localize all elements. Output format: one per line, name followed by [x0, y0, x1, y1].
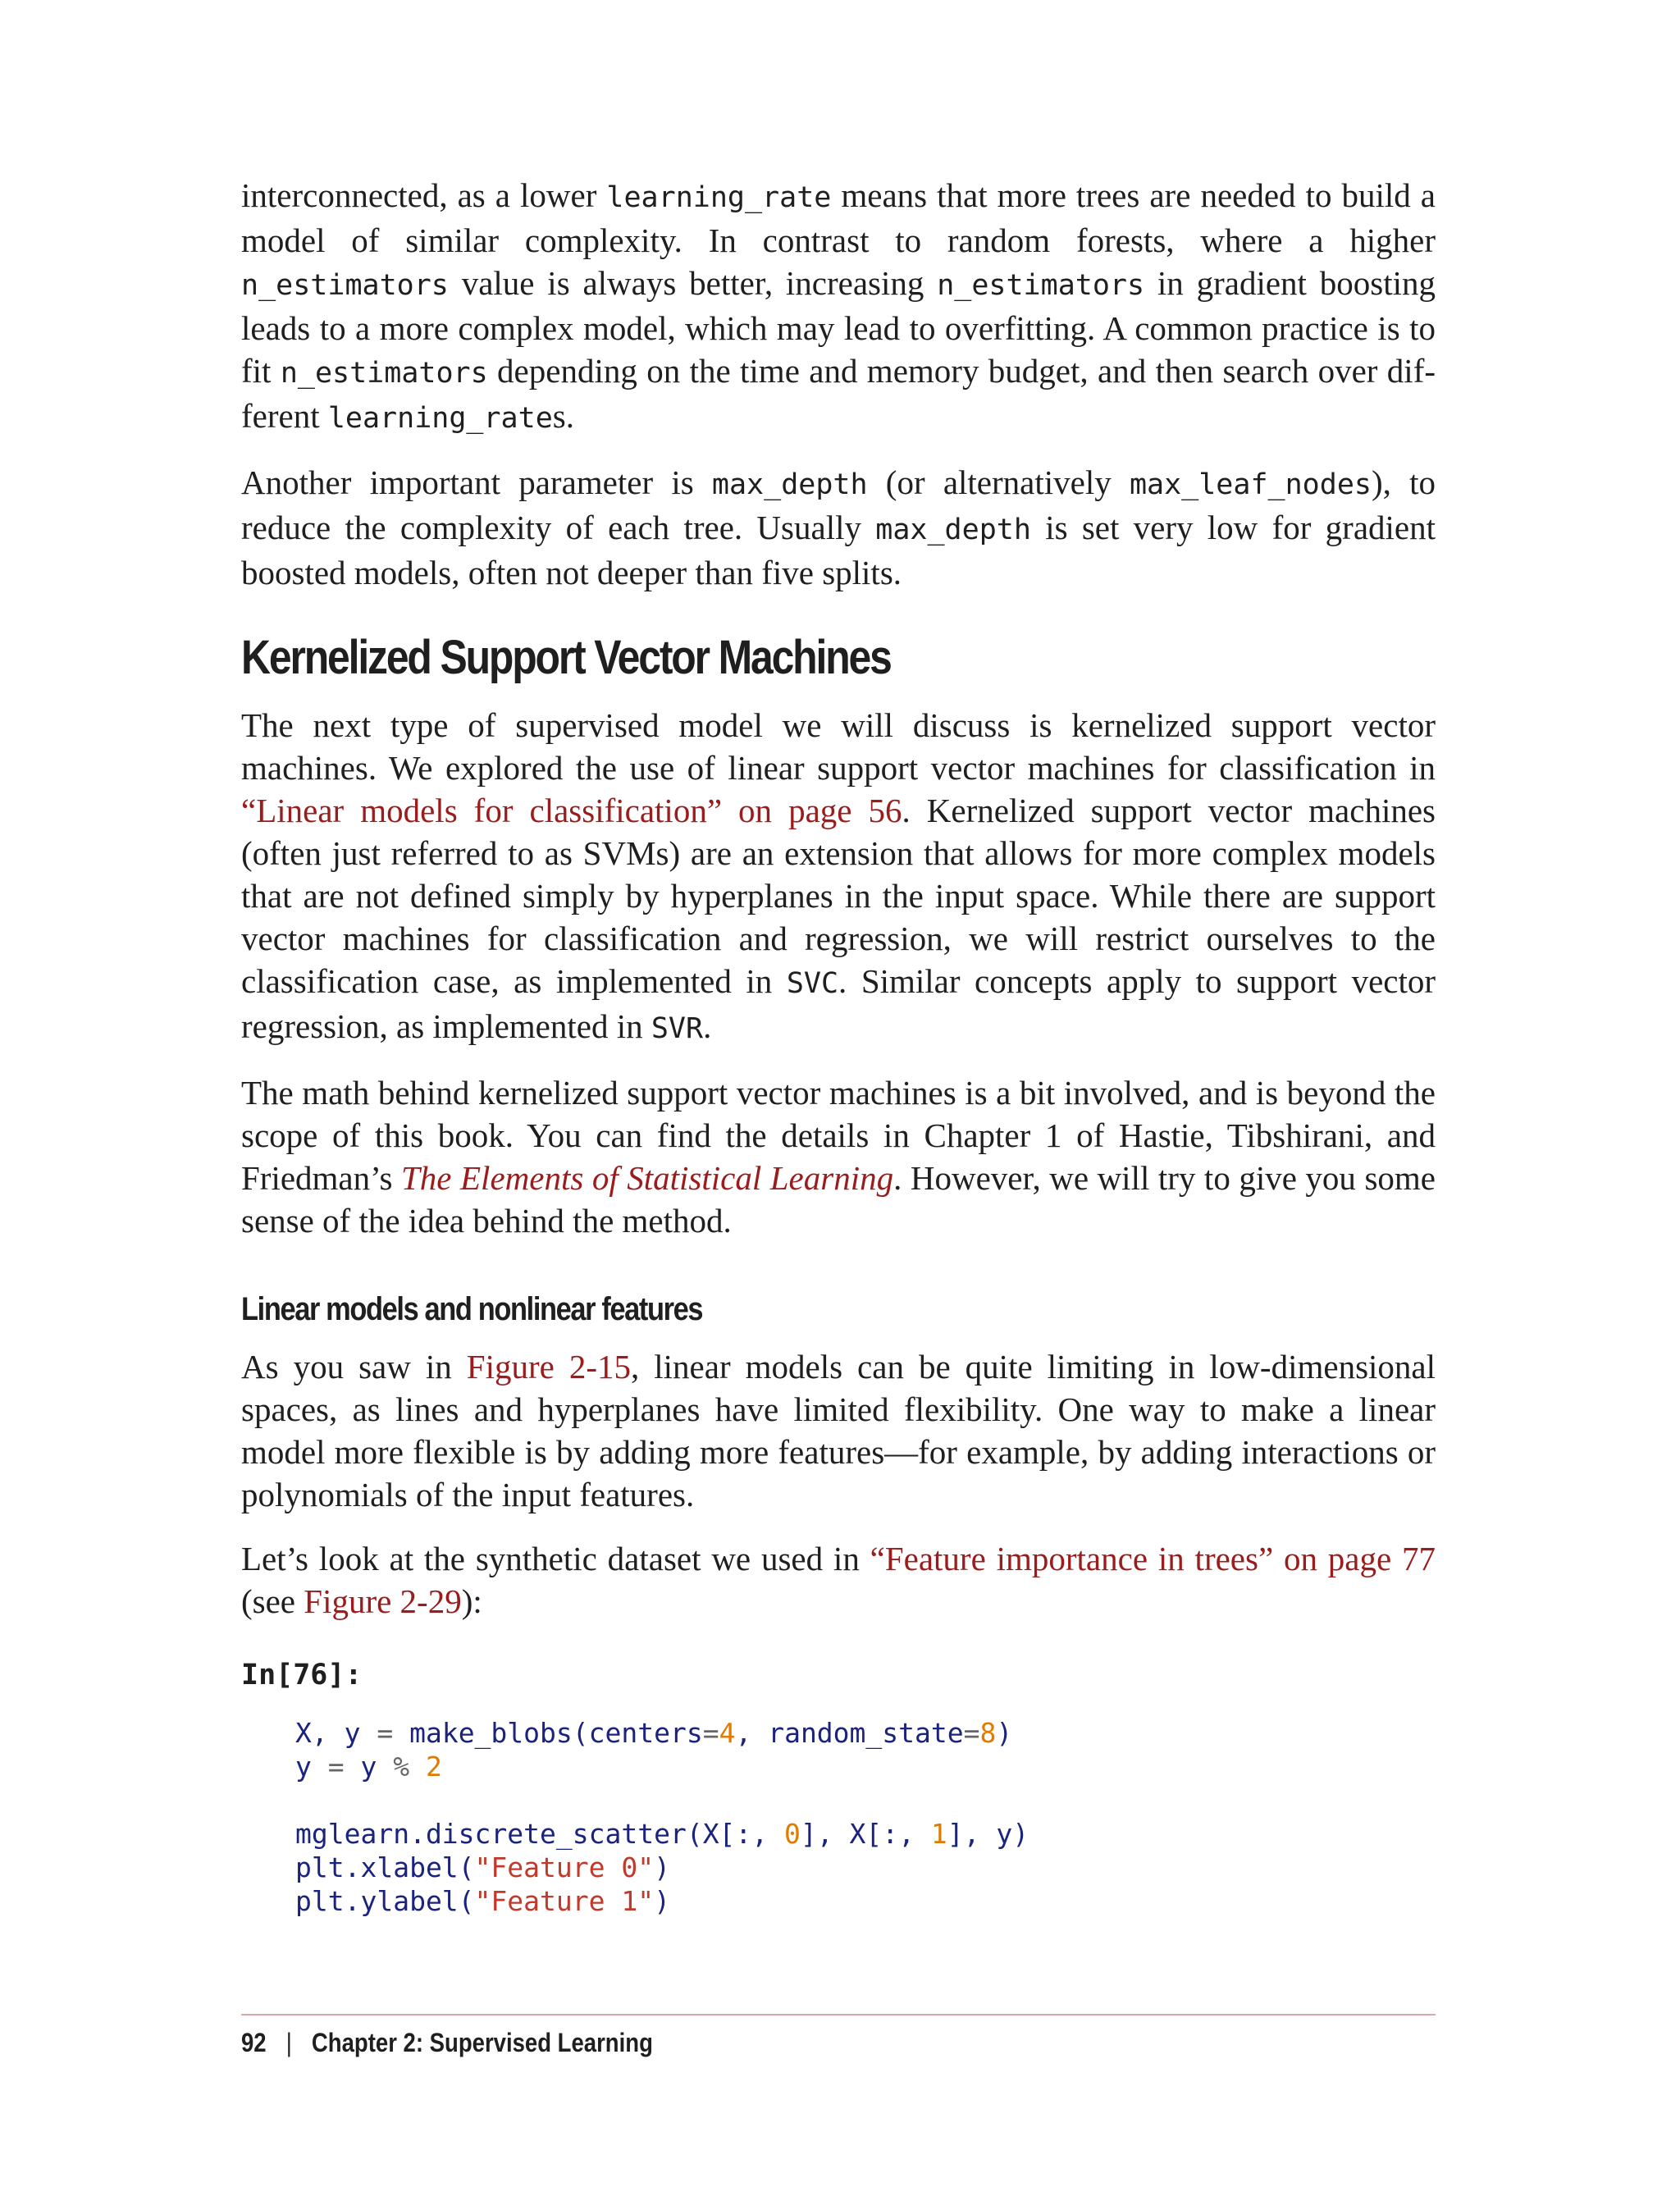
code-learning-rate: learning_rate [606, 181, 832, 214]
code-n-estimators-part1: n_esti [241, 269, 345, 302]
link-elements-statistical-learning[interactable]: The Elements of Statistical Learning [401, 1159, 894, 1197]
text: (see [241, 1582, 304, 1620]
text: in gradient boosting leads to a more complex model, which may lead to overfitting. A common practice is to fit [241, 264, 1436, 390]
code-n-estimators: n_estimators [280, 357, 488, 390]
link-figure-2-15[interactable]: Figure 2-15 [466, 1348, 631, 1386]
text: means that more trees are needed to build a model of similar complexity. In contrast to random forests, where a higher [241, 176, 1436, 259]
text: . [703, 1007, 712, 1045]
text: The next type of supervised model we will discuss is kernelized support vector machines. We explored the use of linear support vector machines for classification in [241, 706, 1436, 787]
footer-divider [241, 2014, 1436, 2016]
text: Let’s look at the synthetic dataset we used in [241, 1540, 870, 1577]
text: . Kernelized support vector machines (often just referred to as SVMs) are an extension that allows for more complex models that are not defined simply by hyperplanes in the input space. While there are support vector machines for classification and regression, we will restrict ourselves to the classification case, as implemented in [241, 792, 1436, 1000]
code-svc: SVC [786, 967, 839, 1000]
code-n-estimators: n_estimators [937, 269, 1145, 302]
text: depending on the time and memory budget, and then search over different [241, 352, 1436, 435]
text: is set very low for gradient boosted models, often not deeper than five splits. [241, 509, 1436, 591]
text: . However, we will try to give you some sense of the idea behind the method. [241, 1159, 1436, 1239]
code-block: X, y = make_blobs(centers=4, random_state=8) y = y % 2 mglearn.discrete_scatter(X[:, 0], X[:, 1], y) plt.xlabel("Feature 0") plt.ylabel("Feature 1") [295, 1717, 1029, 1917]
code-cell-prompt: In[76]: [241, 1659, 363, 1691]
text: ), to reduce the complexity of each tree. Usually [241, 463, 1436, 546]
text: s. [552, 397, 574, 435]
code-n-estimators-part2: mators [345, 269, 449, 302]
text: Another important parameter is [241, 463, 712, 501]
paragraph-max-depth [241, 461, 1436, 594]
code-learning-rate: learning_rate [327, 402, 553, 435]
text: . Similar concepts apply to support vector regression, as implemented in [241, 962, 1436, 1045]
text: As you saw in [241, 1348, 467, 1386]
page-footer [241, 2025, 653, 2061]
chapter-title: Chapter 2: Supervised Learning [311, 2028, 653, 2057]
paragraph-learning-rate [241, 174, 1436, 440]
text: value is always better, increasing [448, 264, 938, 302]
subsection-heading-linear-nonlinear: Linear models and nonlinear features [241, 1291, 703, 1327]
paragraph-svm-intro [241, 704, 1436, 1050]
code-max-depth: max_depth [875, 514, 1031, 546]
section-heading-kernelized-svm: Kernelized Support Vector Machines [241, 631, 891, 684]
link-figure-2-29[interactable]: Figure 2-29 [304, 1582, 462, 1620]
text: (or alternatively [867, 463, 1130, 501]
code-max-depth: max_depth [711, 468, 868, 501]
link-linear-models-classification[interactable]: “Linear models for classification” on page 56 [241, 792, 902, 829]
text: The math behind kernelized support vector machines is a bit involved, and is beyond the scope of this book. You can find the details in Chapter 1 of Hastie, Tibshirani, and Friedman’s [241, 1074, 1436, 1197]
footer-separator: | [285, 2028, 292, 2057]
paragraph-synthetic-dataset [241, 1537, 1436, 1623]
link-feature-importance-trees[interactable]: “Feature importance in trees” on page 77 [870, 1540, 1436, 1577]
code-max-leaf-nodes: max_leaf_nodes [1129, 468, 1372, 501]
paragraph-linear-limits [241, 1345, 1436, 1516]
page-number: 92 [241, 2028, 267, 2057]
text: ): [461, 1582, 482, 1620]
text: , linear models can be quite limiting in low-dimensional spaces, as lines and hyperplanes have limited flexibility. One way to make a linear model more flexible is by adding more features—for example, by adding interactions or polynomials of the input features. [241, 1348, 1436, 1513]
text: interconnected, as a lower [241, 176, 607, 214]
paragraph-svm-math [241, 1071, 1436, 1242]
code-svr: SVR [651, 1012, 704, 1045]
page-body [241, 174, 1436, 1918]
